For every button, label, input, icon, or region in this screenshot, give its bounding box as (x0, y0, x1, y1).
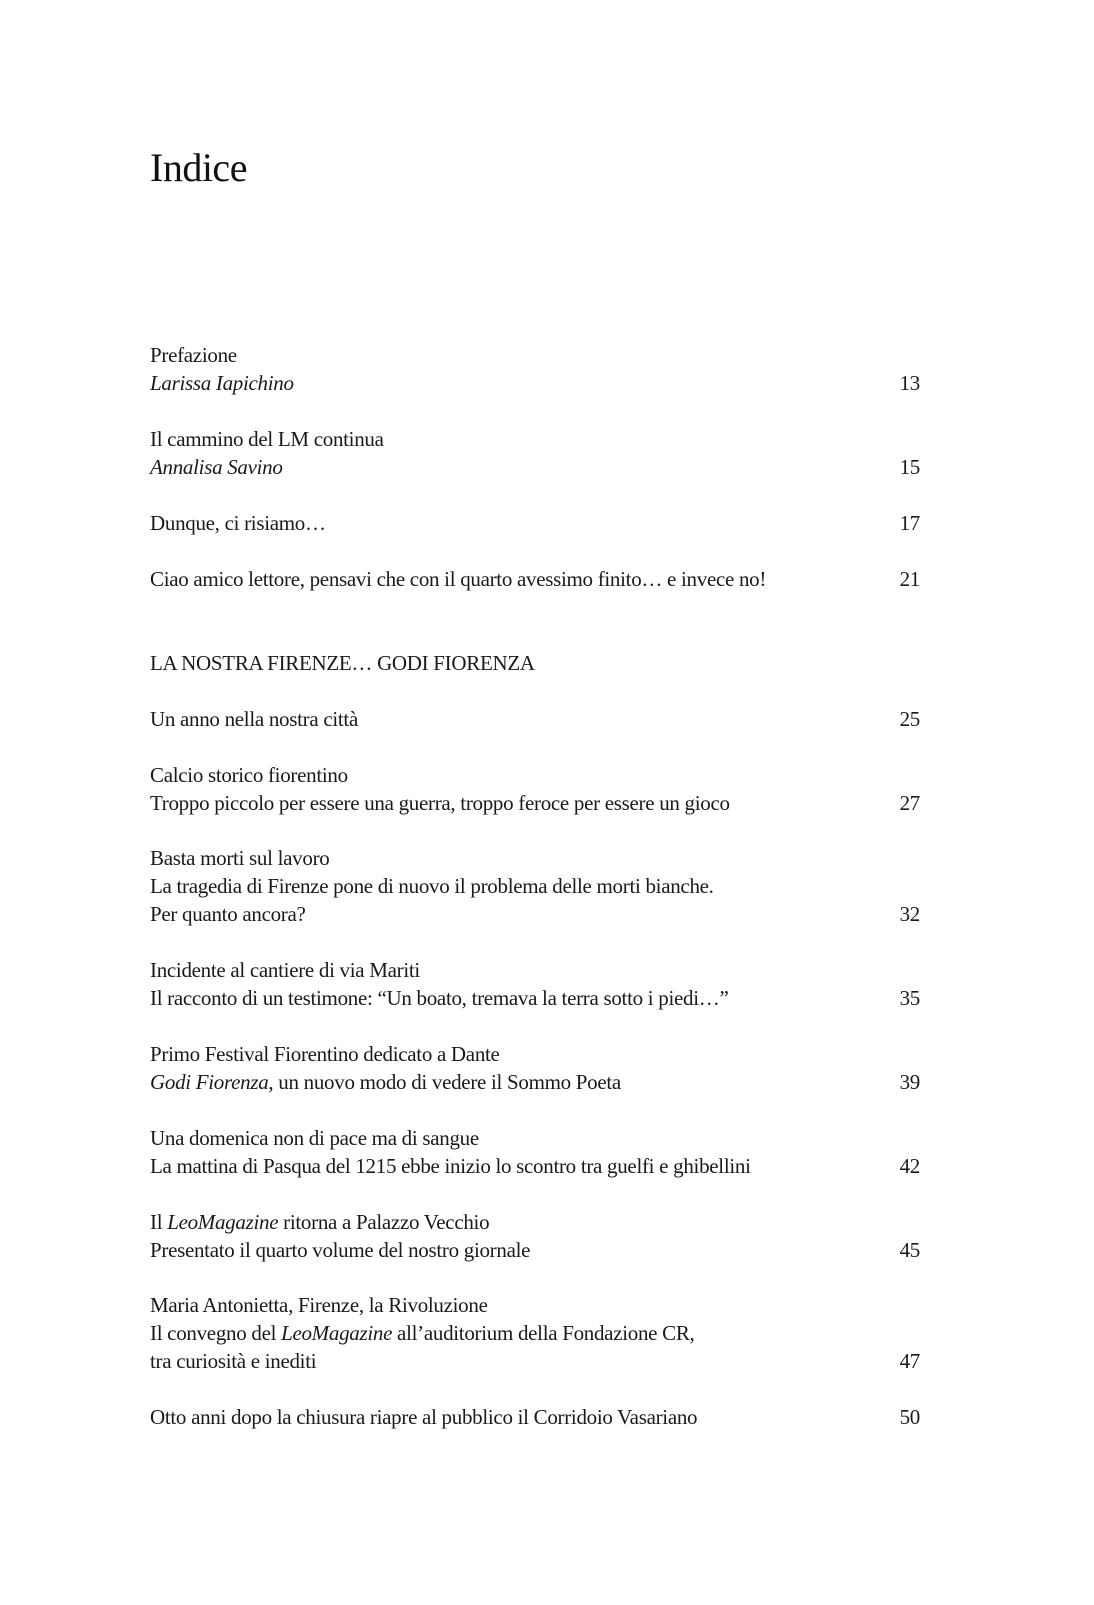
page-number: 25 (899, 707, 920, 731)
entry-title (150, 1208, 920, 1236)
toc-entry (150, 1291, 920, 1375)
entry-title: Primo Festival Fiorentino dedicato a Dante (150, 1042, 500, 1066)
entry-subtitle: La tragedia di Firenze pone di nuovo il problema delle morti bianche. (150, 874, 714, 898)
entry-author: Annalisa Savino (150, 455, 283, 479)
toc-entry (150, 341, 920, 397)
title-text: Il (150, 1210, 168, 1234)
toc-entry (150, 956, 920, 1012)
italic-title: LeoMagazine (167, 1210, 279, 1234)
page-number: 39 (899, 1070, 920, 1094)
toc-entry (150, 761, 920, 817)
page-title: Indice (150, 145, 247, 190)
page-number: 42 (899, 1154, 920, 1178)
toc-entry (150, 509, 920, 537)
entry-title: Un anno nella nostra città (150, 707, 358, 731)
entry-subtitle: Il racconto di un testimone: “Un boato, tremava la terra sotto i piedi…” (150, 986, 729, 1010)
entry-subtitle-cont: tra curiosità e inediti (150, 1349, 317, 1373)
entry-title: Calcio storico fiorentino (150, 763, 348, 787)
entry-subtitle (150, 1068, 920, 1096)
entry-title: Maria Antonietta, Firenze, la Rivoluzione (150, 1293, 488, 1317)
page-number: 35 (899, 986, 920, 1010)
entry-title: Dunque, ci risiamo… (150, 511, 326, 535)
page-number: 27 (899, 791, 920, 815)
entry-subtitle: Troppo piccolo per essere una guerra, troppo feroce per essere un gioco (150, 791, 730, 815)
toc-entry (150, 705, 920, 733)
entry-title: Prefazione (150, 343, 237, 367)
toc-entry (150, 1124, 920, 1180)
entry-title: Incidente al cantiere di via Mariti (150, 958, 420, 982)
subtitle-text: all’auditorium della Fondazione CR, (392, 1321, 695, 1345)
toc-entry (150, 1208, 920, 1264)
entry-title: Otto anni dopo la chiusura riapre al pubblico il Corridoio Vasariano (150, 1405, 698, 1429)
italic-title: Godi Fiorenza (150, 1070, 269, 1094)
toc-entry (150, 844, 920, 928)
section-heading: LA NOSTRA FIRENZE… GODI FIORENZA (150, 651, 535, 675)
subtitle-text: Il convegno del (150, 1321, 282, 1345)
page-number: 32 (899, 902, 920, 926)
page-number: 47 (899, 1349, 920, 1373)
entry-subtitle: Presentato il quarto volume del nostro giornale (150, 1238, 531, 1262)
entry-subtitle: La mattina di Pasqua del 1215 ebbe inizio lo scontro tra guelfi e ghibellini (150, 1154, 751, 1178)
toc-entry (150, 565, 920, 593)
toc-entry (150, 425, 920, 481)
entry-title: Una domenica non di pace ma di sangue (150, 1126, 479, 1150)
page-number: 45 (899, 1238, 920, 1262)
page-number: 50 (899, 1405, 920, 1429)
entry-title: Basta morti sul lavoro (150, 846, 330, 870)
italic-title: LeoMagazine (281, 1321, 393, 1345)
table-of-contents (150, 341, 920, 1431)
toc-entry (150, 1040, 920, 1096)
page-number: 21 (899, 567, 920, 591)
entry-title: Ciao amico lettore, pensavi che con il quarto avessimo finito… e invece no! (150, 567, 767, 591)
entry-subtitle (150, 1319, 920, 1347)
page-number: 15 (899, 455, 920, 479)
entry-title: Il cammino del LM continua (150, 427, 384, 451)
entry-subtitle-cont: Per quanto ancora? (150, 902, 306, 926)
subtitle-text: , un nuovo modo di vedere il Sommo Poeta (268, 1070, 621, 1094)
toc-entry (150, 1403, 920, 1431)
page-number: 17 (899, 511, 920, 535)
title-text: ritorna a Palazzo Vecchio (278, 1210, 490, 1234)
page-number: 13 (899, 371, 920, 395)
entry-author: Larissa Iapichino (150, 371, 294, 395)
